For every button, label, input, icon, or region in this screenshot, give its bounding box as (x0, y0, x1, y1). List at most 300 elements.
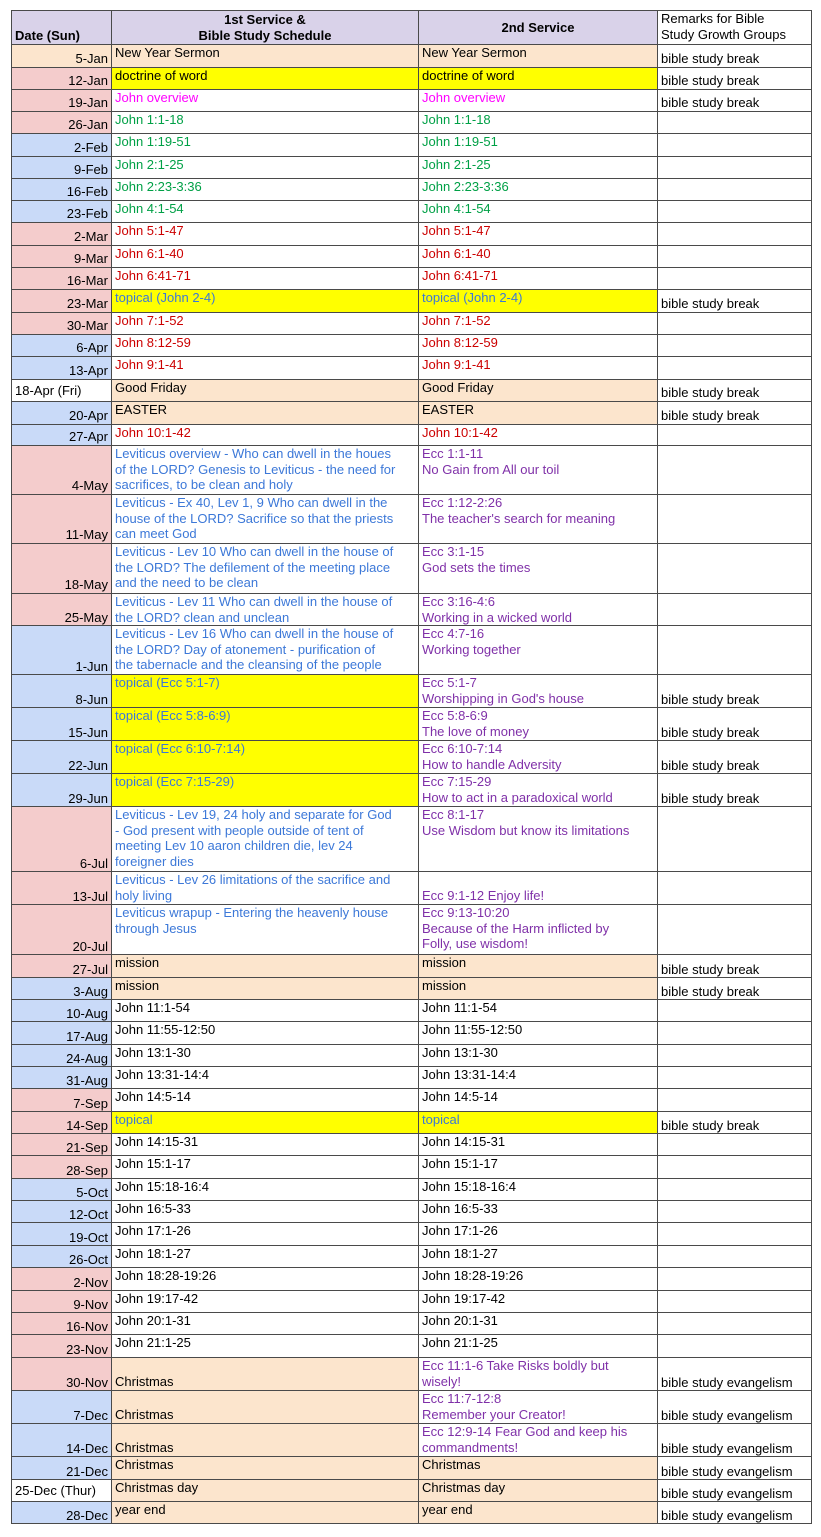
header-remarks-line1: Remarks for Bible (661, 11, 765, 26)
remarks-cell (658, 544, 812, 594)
schedule-row (12, 223, 812, 246)
remarks-cell (658, 335, 812, 357)
service2-cell-line: Ecc 1:1-11 (422, 446, 484, 461)
date-cell: 25-May (12, 594, 112, 626)
remarks-cell: bible study break (658, 90, 812, 112)
service2-cell-line: topical (422, 1112, 460, 1128)
service2-cell (419, 446, 658, 495)
schedule-row (12, 1134, 812, 1156)
service2-cell-line: John 9:1-41 (422, 357, 491, 372)
service1-cell-line: John 7:1-52 (115, 313, 184, 328)
date-cell: 28-Sep (12, 1156, 112, 1179)
remarks-cell (658, 1134, 812, 1156)
service2-cell (419, 1424, 658, 1457)
service1-cell (112, 268, 419, 290)
service2-cell-line: John 21:1-25 (422, 1335, 498, 1351)
service1-cell-line: John 11:1-54 (115, 1000, 190, 1016)
service1-cell-line: John 14:15-31 (115, 1134, 199, 1150)
remarks-cell: bible study break (658, 290, 812, 313)
service1-cell-line: John 15:1-17 (115, 1156, 191, 1172)
service1-cell-line: John 15:18-16:4 (115, 1179, 209, 1195)
schedule-row (12, 201, 812, 223)
service2-cell (419, 246, 658, 268)
remarks-cell (658, 446, 812, 495)
remarks-cell (658, 1022, 812, 1045)
service1-cell (112, 112, 419, 134)
date-cell: 21-Dec (12, 1457, 112, 1480)
service2-cell-line: Ecc 11:7-12:8 (422, 1391, 502, 1407)
schedule-row (12, 1156, 812, 1179)
service1-cell (112, 1268, 419, 1291)
service1-cell (112, 201, 419, 223)
service1-cell (112, 1179, 419, 1201)
service2-cell-line: John 5:1-47 (422, 223, 491, 238)
schedule-row (12, 179, 812, 201)
remarks-cell (658, 157, 812, 179)
service2-cell (419, 1358, 658, 1391)
service2-cell (419, 290, 658, 313)
schedule-row (12, 708, 812, 741)
service2-cell-line: How to handle Adversity (422, 756, 562, 772)
service2-cell (419, 68, 658, 90)
header-service2: 2nd Service (419, 11, 658, 45)
service1-cell (112, 1134, 419, 1156)
service1-cell (112, 807, 419, 872)
remarks-cell (658, 1201, 812, 1223)
schedule-row (12, 112, 812, 134)
service1-cell-line: John 9:1-41 (115, 357, 184, 372)
service1-cell (112, 223, 419, 246)
date-cell: 25-Dec (Thur) (12, 1480, 112, 1502)
service1-cell (112, 402, 419, 425)
date-cell: 27-Apr (12, 425, 112, 446)
schedule-row (12, 290, 812, 313)
date-cell: 28-Dec (12, 1502, 112, 1524)
service1-cell-line: - God present with people outside of tent of (115, 822, 364, 838)
service1-cell-line: Leviticus - Lev 10 Who can dwell in the house of (115, 544, 394, 559)
service1-cell (112, 1223, 419, 1246)
service2-cell-line: John 1:1-18 (422, 112, 491, 127)
remarks-cell (658, 223, 812, 246)
service1-cell-line: John 6:1-40 (115, 246, 184, 261)
schedule-row (12, 1089, 812, 1112)
service2-cell-line: wisely! (422, 1373, 462, 1389)
remarks-cell (658, 1291, 812, 1313)
service2-cell (419, 1502, 658, 1524)
schedule-row (12, 1313, 812, 1335)
service2-cell (419, 1134, 658, 1156)
service1-cell-line: doctrine of word (115, 68, 208, 83)
remarks-cell: bible study evangelism (658, 1391, 812, 1424)
remarks-cell (658, 1246, 812, 1268)
service1-cell-line (115, 1391, 415, 1407)
service1-cell-line: sacrifices, to be clean and holy (115, 477, 293, 493)
schedule-row (12, 1424, 812, 1457)
date-cell: 13-Jul (12, 872, 112, 905)
service1-cell-line: Christmas (115, 1406, 174, 1422)
service1-cell (112, 1480, 419, 1502)
service1-cell-line: year end (115, 1502, 166, 1518)
remarks-cell (658, 1156, 812, 1179)
service2-cell (419, 741, 658, 774)
date-cell: 17-Aug (12, 1022, 112, 1045)
service2-cell-line: Ecc 7:15-29 (422, 774, 492, 790)
date-cell: 8-Jun (12, 675, 112, 708)
service1-cell (112, 905, 419, 955)
service1-cell (112, 1156, 419, 1179)
service2-cell-line: God sets the times (422, 559, 531, 575)
service1-cell-line: John 1:19-51 (115, 134, 191, 149)
schedule-row (12, 45, 812, 68)
service2-cell-line: Ecc 6:10-7:14 (422, 741, 503, 757)
service2-cell-line: Ecc 3:16-4:6 (422, 594, 495, 609)
service1-cell (112, 1424, 419, 1457)
service1-cell (112, 708, 419, 741)
service2-cell (419, 1223, 658, 1246)
date-cell: 14-Sep (12, 1112, 112, 1134)
schedule-row (12, 268, 812, 290)
service1-cell (112, 1246, 419, 1268)
schedule-row (12, 594, 812, 626)
schedule-row (12, 1223, 812, 1246)
service2-cell (419, 380, 658, 402)
service1-cell (112, 1358, 419, 1391)
service1-cell-line: John 6:41-71 (115, 268, 191, 283)
service2-cell-line: Use Wisdom but know its limitations (422, 822, 630, 838)
service1-cell-line: Leviticus wrapup - Entering the heavenly house (115, 905, 389, 921)
service2-cell (419, 1000, 658, 1022)
service2-cell-line: doctrine of word (422, 68, 515, 83)
service1-cell-line: topical (Ecc 5:8-6:9) (115, 708, 231, 724)
service1-cell-line: John 14:5-14 (115, 1089, 191, 1105)
service1-cell (112, 246, 419, 268)
service2-cell-line: Ecc 9:13-10:20 (422, 905, 510, 921)
remarks-cell: bible study break (658, 741, 812, 774)
service2-cell-line: John 6:41-71 (422, 268, 498, 283)
service2-cell (419, 112, 658, 134)
service2-cell (419, 90, 658, 112)
header-remarks-line2: Study Growth Groups (661, 26, 786, 42)
service1-cell-line: John 18:28-19:26 (115, 1268, 217, 1284)
schedule-row (12, 495, 812, 544)
service2-cell (419, 905, 658, 955)
date-cell: 23-Mar (12, 290, 112, 313)
schedule-row (12, 1022, 812, 1045)
schedule-row (12, 1112, 812, 1134)
service1-cell (112, 380, 419, 402)
service2-cell (419, 223, 658, 246)
service1-cell-line: can meet God (115, 526, 197, 542)
service2-cell (419, 1291, 658, 1313)
schedule-row (12, 357, 812, 380)
service1-cell (112, 544, 419, 594)
service1-cell (112, 157, 419, 179)
service1-cell (112, 741, 419, 774)
remarks-cell: bible study evangelism (658, 1502, 812, 1524)
service1-cell (112, 1335, 419, 1358)
remarks-cell (658, 179, 812, 201)
remarks-cell: bible study break (658, 708, 812, 741)
service1-cell-line: topical (John 2-4) (115, 290, 216, 305)
schedule-row (12, 1502, 812, 1524)
service1-cell-line: John 10:1-42 (115, 425, 191, 440)
service2-cell (419, 1457, 658, 1480)
schedule-row (12, 380, 812, 402)
schedule-row (12, 1391, 812, 1424)
service2-cell-line: John 15:18-16:4 (422, 1179, 516, 1195)
service2-cell (419, 1179, 658, 1201)
service2-cell (419, 201, 658, 223)
service2-cell-line: John 18:28-19:26 (422, 1268, 524, 1284)
date-cell: 9-Mar (12, 246, 112, 268)
service2-cell (419, 955, 658, 978)
schedule-row (12, 335, 812, 357)
remarks-cell: bible study evangelism (658, 1480, 812, 1502)
date-cell: 30-Mar (12, 313, 112, 335)
service2-cell-line: Worshipping in God's house (422, 690, 584, 706)
service2-cell (419, 626, 658, 675)
date-cell: 6-Apr (12, 335, 112, 357)
schedule-row (12, 774, 812, 807)
service1-cell-line: Leviticus - Ex 40, Lev 1, 9 Who can dwell in the (115, 495, 388, 510)
service1-cell (112, 1291, 419, 1313)
date-cell: 23-Nov (12, 1335, 112, 1358)
date-cell: 19-Jan (12, 90, 112, 112)
service2-cell (419, 134, 658, 157)
remarks-cell (658, 1179, 812, 1201)
service1-cell (112, 1502, 419, 1524)
service1-cell-line: Leviticus - Lev 19, 24 holy and separate for God (115, 807, 392, 823)
date-cell: 20-Jul (12, 905, 112, 955)
remarks-cell (658, 1067, 812, 1089)
service1-cell-line: John 19:17-42 (115, 1291, 199, 1307)
service2-cell-line: John 13:31-14:4 (422, 1067, 516, 1083)
schedule-row (12, 1291, 812, 1313)
remarks-cell (658, 134, 812, 157)
date-cell: 12-Jan (12, 68, 112, 90)
date-cell: 23-Feb (12, 201, 112, 223)
service1-cell-line: the LORD? clean and unclean (115, 609, 290, 625)
service1-cell-line: Christmas day (115, 1480, 199, 1496)
date-cell: 11-May (12, 495, 112, 544)
remarks-cell (658, 626, 812, 675)
service2-cell-line: No Gain from All our toil (422, 461, 560, 477)
service2-cell-line: How to act in a paradoxical world (422, 789, 613, 805)
service2-cell (419, 495, 658, 544)
service2-cell-line: John 11:1-54 (422, 1000, 497, 1016)
service2-cell (419, 313, 658, 335)
service1-cell-line: John overview (115, 90, 199, 105)
date-cell: 18-May (12, 544, 112, 594)
service1-cell-line: John 16:5-33 (115, 1201, 191, 1217)
service2-cell (419, 1480, 658, 1502)
schedule-row (12, 402, 812, 425)
schedule-row (12, 1358, 812, 1391)
service2-cell-line: John 6:1-40 (422, 246, 491, 261)
service2-cell-line: John 1:19-51 (422, 134, 498, 149)
remarks-cell (658, 268, 812, 290)
date-cell: 7-Dec (12, 1391, 112, 1424)
schedule-row (12, 1201, 812, 1223)
remarks-cell: bible study break (658, 675, 812, 708)
service2-cell (419, 1391, 658, 1424)
service2-cell-line: Christmas (422, 1457, 481, 1473)
service2-cell-line: John 10:1-42 (422, 425, 498, 440)
service1-cell-line: topical (115, 1112, 153, 1128)
remarks-cell (658, 1045, 812, 1067)
service1-cell-line: John 20:1-31 (115, 1313, 191, 1329)
date-cell: 14-Dec (12, 1424, 112, 1457)
date-cell: 31-Aug (12, 1067, 112, 1089)
service2-cell-line: EASTER (422, 402, 475, 417)
service1-cell (112, 1391, 419, 1424)
header-service1-line1: 1st Service & (224, 11, 306, 27)
remarks-cell (658, 807, 812, 872)
service1-cell-line: Leviticus - Lev 26 limitations of the sacrifice and (115, 872, 391, 888)
service1-cell-line: Good Friday (115, 380, 187, 395)
service1-cell-line: the LORD? The defilement of the meeting place (115, 559, 391, 575)
service1-cell (112, 68, 419, 90)
schedule-row (12, 955, 812, 978)
service1-cell-line: John 4:1-54 (115, 201, 184, 216)
service2-cell-line: John 13:1-30 (422, 1045, 498, 1061)
date-cell: 16-Mar (12, 268, 112, 290)
schedule-row (12, 872, 812, 905)
service1-cell (112, 335, 419, 357)
date-cell: 30-Nov (12, 1358, 112, 1391)
date-cell: 12-Oct (12, 1201, 112, 1223)
schedule-row (12, 246, 812, 268)
service2-cell (419, 1335, 658, 1358)
service1-cell-line: Christmas (115, 1373, 174, 1389)
service2-cell (419, 1089, 658, 1112)
service2-cell-line: Ecc 3:1-15 (422, 544, 485, 559)
schedule-body (12, 45, 812, 1524)
service2-cell-line: year end (422, 1502, 473, 1518)
service2-cell-line: John 2:1-25 (422, 157, 491, 172)
schedule-row (12, 68, 812, 90)
schedule-row (12, 741, 812, 774)
date-cell: 22-Jun (12, 741, 112, 774)
service1-cell (112, 45, 419, 68)
service1-cell (112, 1000, 419, 1022)
header-remarks (658, 11, 812, 45)
date-cell: 27-Jul (12, 955, 112, 978)
schedule-row (12, 1000, 812, 1022)
service1-cell-line: and the need to be clean (115, 575, 259, 591)
schedule-row (12, 1045, 812, 1067)
service1-cell-line: through Jesus (115, 920, 197, 936)
service1-cell-line: John 13:31-14:4 (115, 1067, 209, 1083)
service1-cell-line (115, 1424, 415, 1440)
service2-cell-line: New Year Sermon (422, 45, 527, 60)
service2-cell-line: Ecc 9:1-12 Enjoy life! (422, 887, 545, 903)
service2-cell (419, 594, 658, 626)
remarks-cell (658, 1089, 812, 1112)
service1-cell-line: New Year Sermon (115, 45, 220, 60)
service2-cell-line: John 2:23-3:36 (422, 179, 509, 194)
service1-cell-line: John 13:1-30 (115, 1045, 191, 1061)
schedule-row (12, 446, 812, 495)
service2-cell (419, 357, 658, 380)
service1-cell (112, 290, 419, 313)
service2-cell (419, 402, 658, 425)
service1-cell-line: EASTER (115, 402, 168, 417)
service2-cell (419, 774, 658, 807)
schedule-row (12, 905, 812, 955)
service2-cell (419, 544, 658, 594)
service1-cell (112, 1089, 419, 1112)
service1-cell-line: the tabernacle and the cleansing of the people (115, 657, 382, 673)
service1-cell-line (115, 1358, 415, 1374)
service1-cell (112, 1022, 419, 1045)
remarks-cell: bible study break (658, 380, 812, 402)
remarks-cell (658, 872, 812, 905)
service2-cell-line: John 11:55-12:50 (422, 1022, 523, 1038)
service2-cell-line: The love of money (422, 723, 529, 739)
date-cell: 2-Mar (12, 223, 112, 246)
schedule-row (12, 978, 812, 1000)
service2-cell (419, 157, 658, 179)
date-cell: 9-Feb (12, 157, 112, 179)
service2-cell (419, 872, 658, 905)
service1-cell (112, 594, 419, 626)
service1-cell (112, 955, 419, 978)
date-cell: 26-Oct (12, 1246, 112, 1268)
schedule-row (12, 1480, 812, 1502)
service1-cell-line: of the LORD? Genesis to Leviticus - the need for (115, 461, 396, 477)
schedule-row (12, 1268, 812, 1291)
remarks-cell (658, 112, 812, 134)
service1-cell-line: holy living (115, 887, 173, 903)
service1-cell (112, 425, 419, 446)
schedule-row (12, 313, 812, 335)
service2-cell-line: Ecc 11:1-6 Take Risks boldly but (422, 1358, 609, 1374)
date-cell: 5-Jan (12, 45, 112, 68)
remarks-cell (658, 1000, 812, 1022)
service1-cell (112, 357, 419, 380)
date-cell: 6-Jul (12, 807, 112, 872)
service1-cell (112, 134, 419, 157)
service2-cell-line: mission (422, 978, 467, 994)
date-cell: 2-Nov (12, 1268, 112, 1291)
service1-cell (112, 1201, 419, 1223)
service1-cell-line: Leviticus - Lev 11 Who can dwell in the house of (115, 594, 393, 609)
date-cell: 1-Jun (12, 626, 112, 675)
schedule-row (12, 626, 812, 675)
service2-cell (419, 335, 658, 357)
service1-cell-line: house of the LORD? Sacrifice so that the priests (115, 510, 394, 526)
date-cell: 24-Aug (12, 1045, 112, 1067)
remarks-cell: bible study break (658, 955, 812, 978)
date-cell: 21-Sep (12, 1134, 112, 1156)
service2-cell (419, 1268, 658, 1291)
service2-cell-line: commandments! (422, 1439, 519, 1455)
remarks-cell (658, 495, 812, 544)
service2-cell-line: John 16:5-33 (422, 1201, 498, 1217)
service1-cell (112, 626, 419, 675)
remarks-cell: bible study evangelism (658, 1358, 812, 1391)
schedule-row (12, 90, 812, 112)
service1-cell-line: mission (115, 978, 160, 994)
service1-cell-line: topical (Ecc 6:10-7:14) (115, 741, 246, 757)
date-cell: 3-Aug (12, 978, 112, 1000)
service2-cell (419, 1313, 658, 1335)
service2-cell-line: Ecc 4:7-16 (422, 626, 485, 642)
remarks-cell (658, 1313, 812, 1335)
service2-cell (419, 1067, 658, 1089)
date-cell: 26-Jan (12, 112, 112, 134)
